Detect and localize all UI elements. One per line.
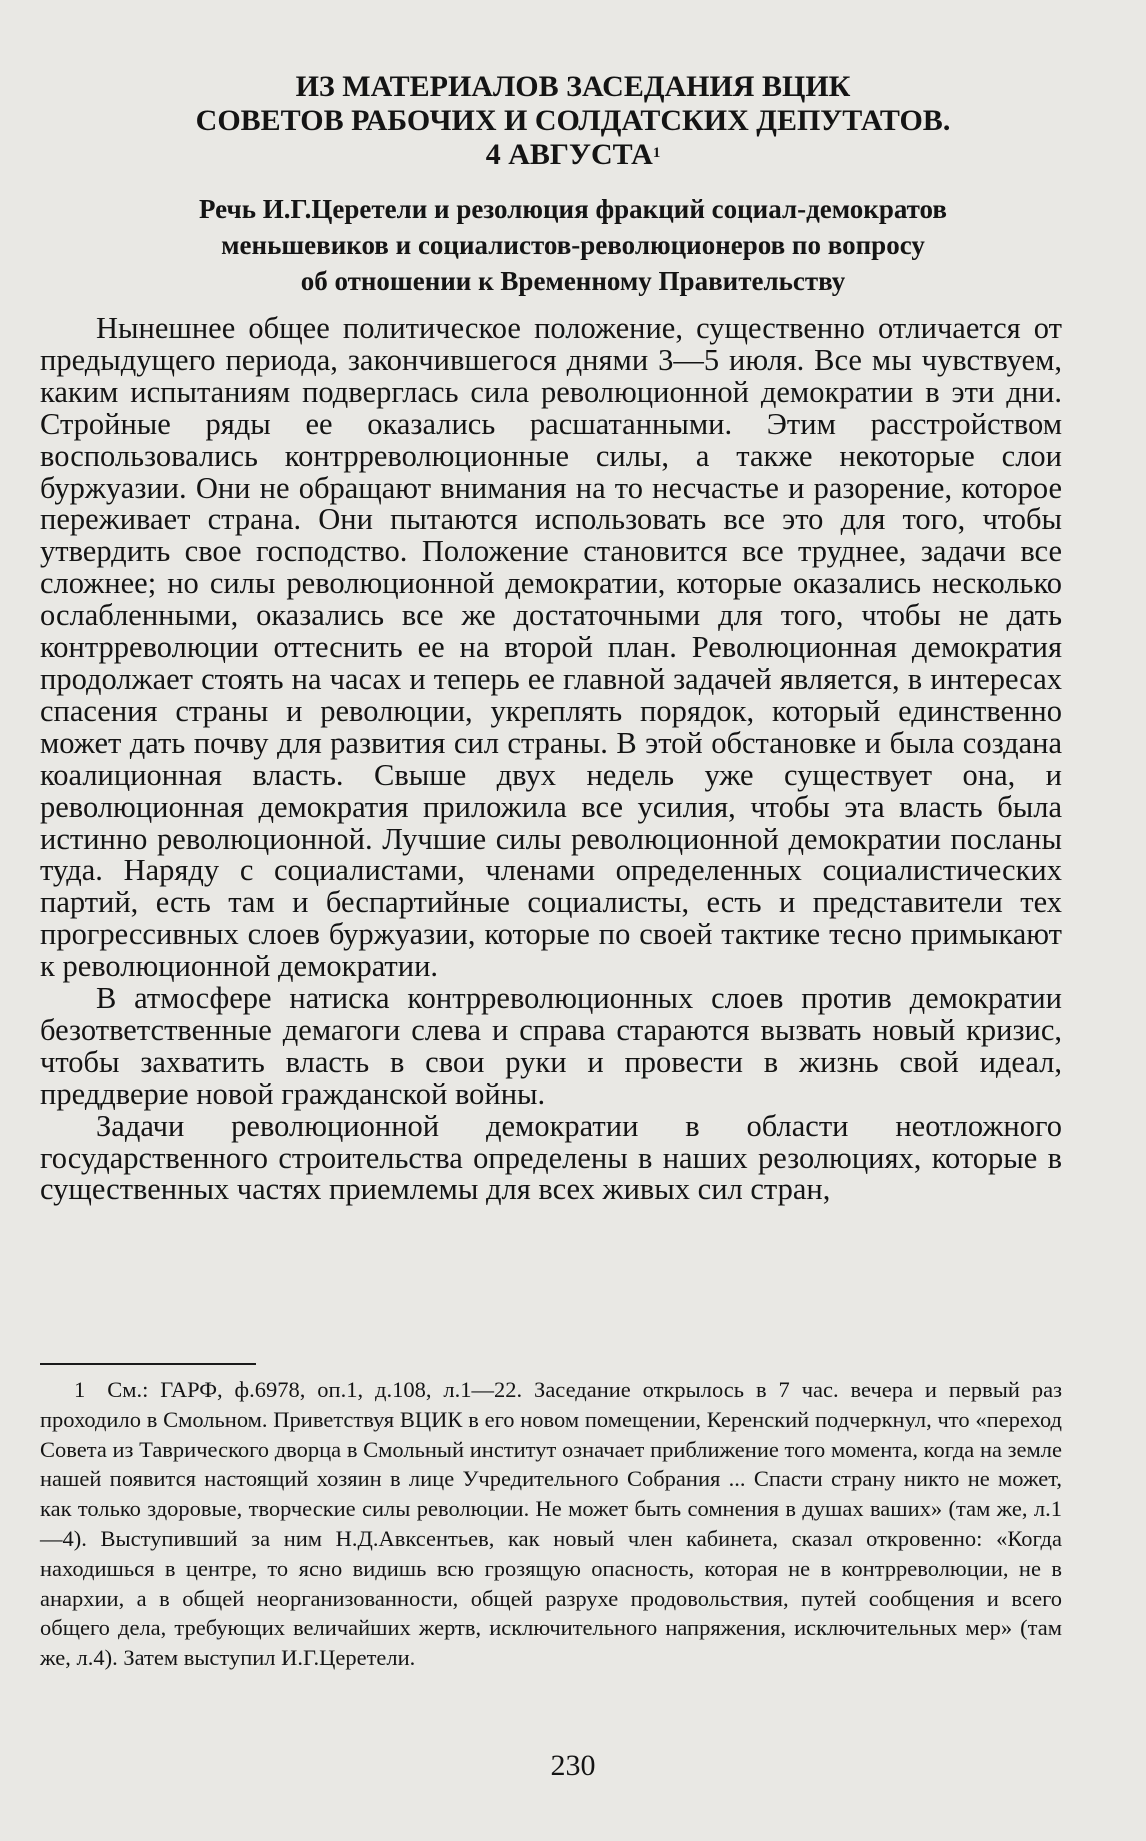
document-title xyxy=(120,70,1026,172)
subtitle-line-2: меньшевиков и социалистов-революционеров по вопросу xyxy=(221,230,925,260)
title-line-2: СОВЕТОВ РАБОЧИХ И СОЛДАТСКИХ ДЕПУТАТОВ. xyxy=(195,104,951,137)
body-paragraph-1: Нынешнее общее политическое положение, существенно отличается от предыдущего периода, закончившегося днями 3—5 июля. Все мы чувствуем, каким испытаниям подверглась сила революционной демократии в эти дни. Стройные ряды ее оказались расшатанными. Этим расстройством воспользовались контрреволюционные силы, а также некоторые слои буржуазии. Они не обращают внимания на то несчастье и разорение, которое переживает страна. Они пытаются использовать все это для того, чтобы утвердить свое господство. Положение становится все труднее, задачи все сложнее; но силы революционной демократии, которые оказались несколько ослабленными, оказались все же достаточными для того, чтобы не дать контрреволюции оттеснить ее на второй план. Революционная демократия продолжает стоять на часах и теперь ее главной задачей является, в интересах спасения страны и революции, укреплять порядок, который единственно может дать почву для развития сил страны. В этой обстановке и была создана коалиционная власть. Свыше двух недель уже существует она, и революционная демократия приложила все усилия, чтобы эта власть была истинно революционной. Лучшие силы революционной демократии посланы туда. Наряду с социалистами, членами определенных социалистических партий, есть там и беспартийные социалисты, есть и представители тех прогрессивных слоев буржуазии, которые по своей тактике тесно примыкают к революционной демократии. xyxy=(40,311,1062,984)
subtitle-line-1: Речь И.Г.Церетели и резолюция фракций социал-демократов xyxy=(199,194,947,224)
body-paragraph-3: Задачи революционной демократии в области неотложного государственного строительства определены в наших резолюциях, которые в существенных частях приемлемы для всех живых сил стран, xyxy=(40,1108,1062,1207)
footnote-divider xyxy=(40,1363,256,1365)
page-number: 230 xyxy=(550,1749,596,1782)
title-line-3: 4 АВГУСТА xyxy=(485,138,653,171)
title-line-1: ИЗ МАТЕРИАЛОВ ЗАСЕДАНИЯ ВЦИК xyxy=(295,70,851,103)
document-subtitle xyxy=(70,191,1076,299)
subtitle-line-3: об отношении к Временному Правительству xyxy=(300,266,846,296)
body-paragraph-2: В атмосфере натиска контрреволюционных слоев против демократии безответственные демагоги слева и справа стараются вызвать новый кризис, чтобы захватить власть в свои руки и провести в жизнь свой идеал, преддверие новой гражданской войны. xyxy=(40,981,1062,1111)
footnote-mark: 1 xyxy=(74,1377,86,1402)
footnote-reference: 1 xyxy=(652,145,661,161)
body-text xyxy=(40,313,1062,1206)
footnote-text: См.: ГАРФ, ф.6978, оп.1, д.108, л.1—22. Заседание открылось в 7 час. вечера и первый раз проходило в Смольном. Приветствуя ВЦИК в его новом помещении, Керенский подчеркнул, что «переход Совета из Таврического дворца в Смольный институт означает приближение того момента, когда на земле нашей появится настоящий хозяин в лице Учредительного Собрания ... Спасти страну никто не может, как только здоровые, творческие силы революции. Не может быть сомнения в душах ваших» (там же, л.1—4). Выступивший за ним Н.Д.Авксентьев, как новый член кабинета, сказал откровенно: «Когда находишься в центре, то ясно видишь всю грозящую опасность, которая не в контрреволюции, не в анархии, а в общей неорганизованности, общей разрухе продовольствия, путей сообщения и всего общего дела, требующих величайших жертв, исключительного напряжения, исключительных мер» (там же, л.4). Затем выступил И.Г.Церетели. xyxy=(40,1377,1062,1671)
footnote xyxy=(40,1375,1062,1673)
